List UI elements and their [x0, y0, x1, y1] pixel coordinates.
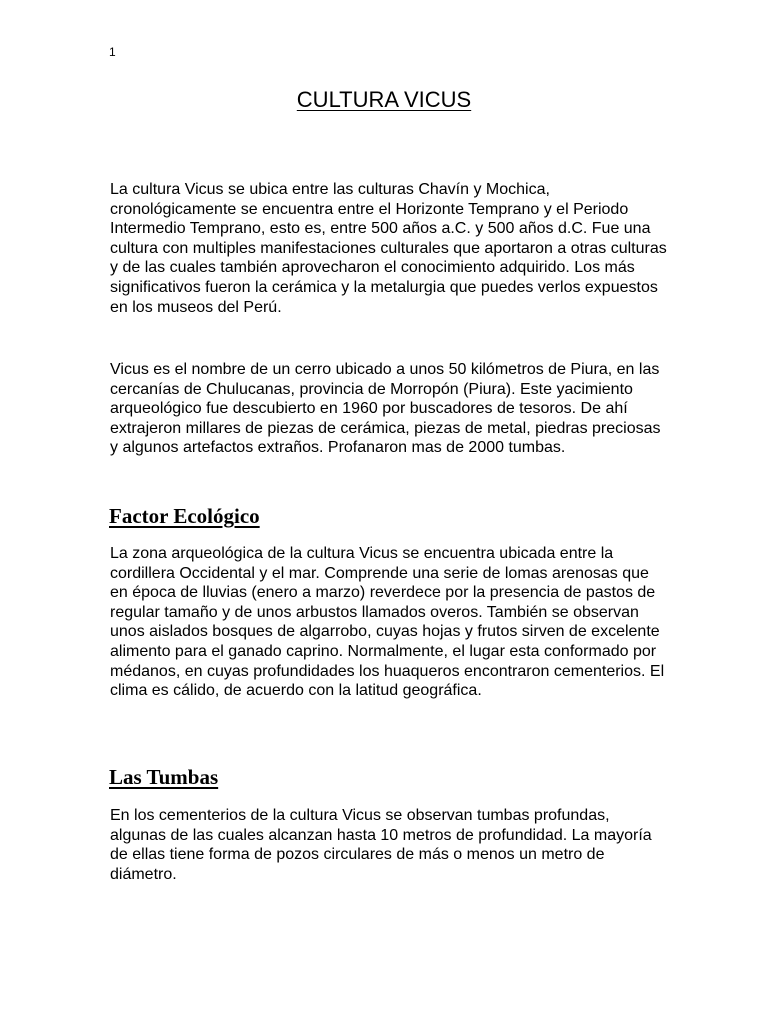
- section-heading-las-tumbas: Las Tumbas: [109, 765, 219, 789]
- section-text-las-tumbas: En los cementerios de la cultura Vicus se observan tumbas profundas, algunas de las cuales alcanzan hasta 10 metros de profundidad. La mayoría de ellas tiene forma de pozos circulares de más o menos un metro de diámetro.: [110, 807, 652, 883]
- section-text-factor-ecologico: La zona arqueológica de la cultura Vicus se encuentra ubicada entre la cordillera Occidental y el mar. Comprende una serie de lomas arenosas que en época de lluvias (enero a marzo) reverdece por la presencia de pastos de regular tamaño y de unos arbustos llamados overos. También se observan unos aislados bosques de algarrobo, cuyas hojas y frutos sirven de excelente alimento para el ganado caprino. Normalmente, el lugar esta conformado por médanos, en cuyas profundidades los huaqueros encontraron cementerios. El clima es cálido, de acuerdo con la latitud geográfica.: [110, 545, 665, 700]
- page-title: CULTURA VICUS: [296, 87, 472, 112]
- intro-paragraph-2: Vicus es el nombre de un cerro ubicado a unos 50 kilómetros de Piura, en las cercanías de Chulucanas, provincia de Morropón (Piura). Este yacimiento arqueológico fue descubierto en 1960 por buscadores de tesoros. De ahí extrajeron millares de piezas de cerámica, piezas de metal, piedras preciosas y algunos artefactos extraños. Profanaron mas de 2000 tumbas.: [110, 361, 661, 457]
- page-number: 1: [109, 45, 116, 59]
- intro-paragraph-1: La cultura Vicus se ubica entre las culturas Chavín y Mochica, cronológicamente se encuentra entre el Horizonte Temprano y el Periodo Intermedio Temprano, esto es, entre 500 años a.C. y 500 años d.C. Fue una cultura con multiples manifestaciones culturales que aportaron a otras culturas y de las cuales también aprovecharon el conocimiento adquirido. Los más significativos fueron la cerámica y la metalurgia que puedes verlos expuestos en los museos del Perú.: [110, 181, 667, 316]
- section-heading-factor-ecologico: Factor Ecológico: [109, 504, 260, 528]
